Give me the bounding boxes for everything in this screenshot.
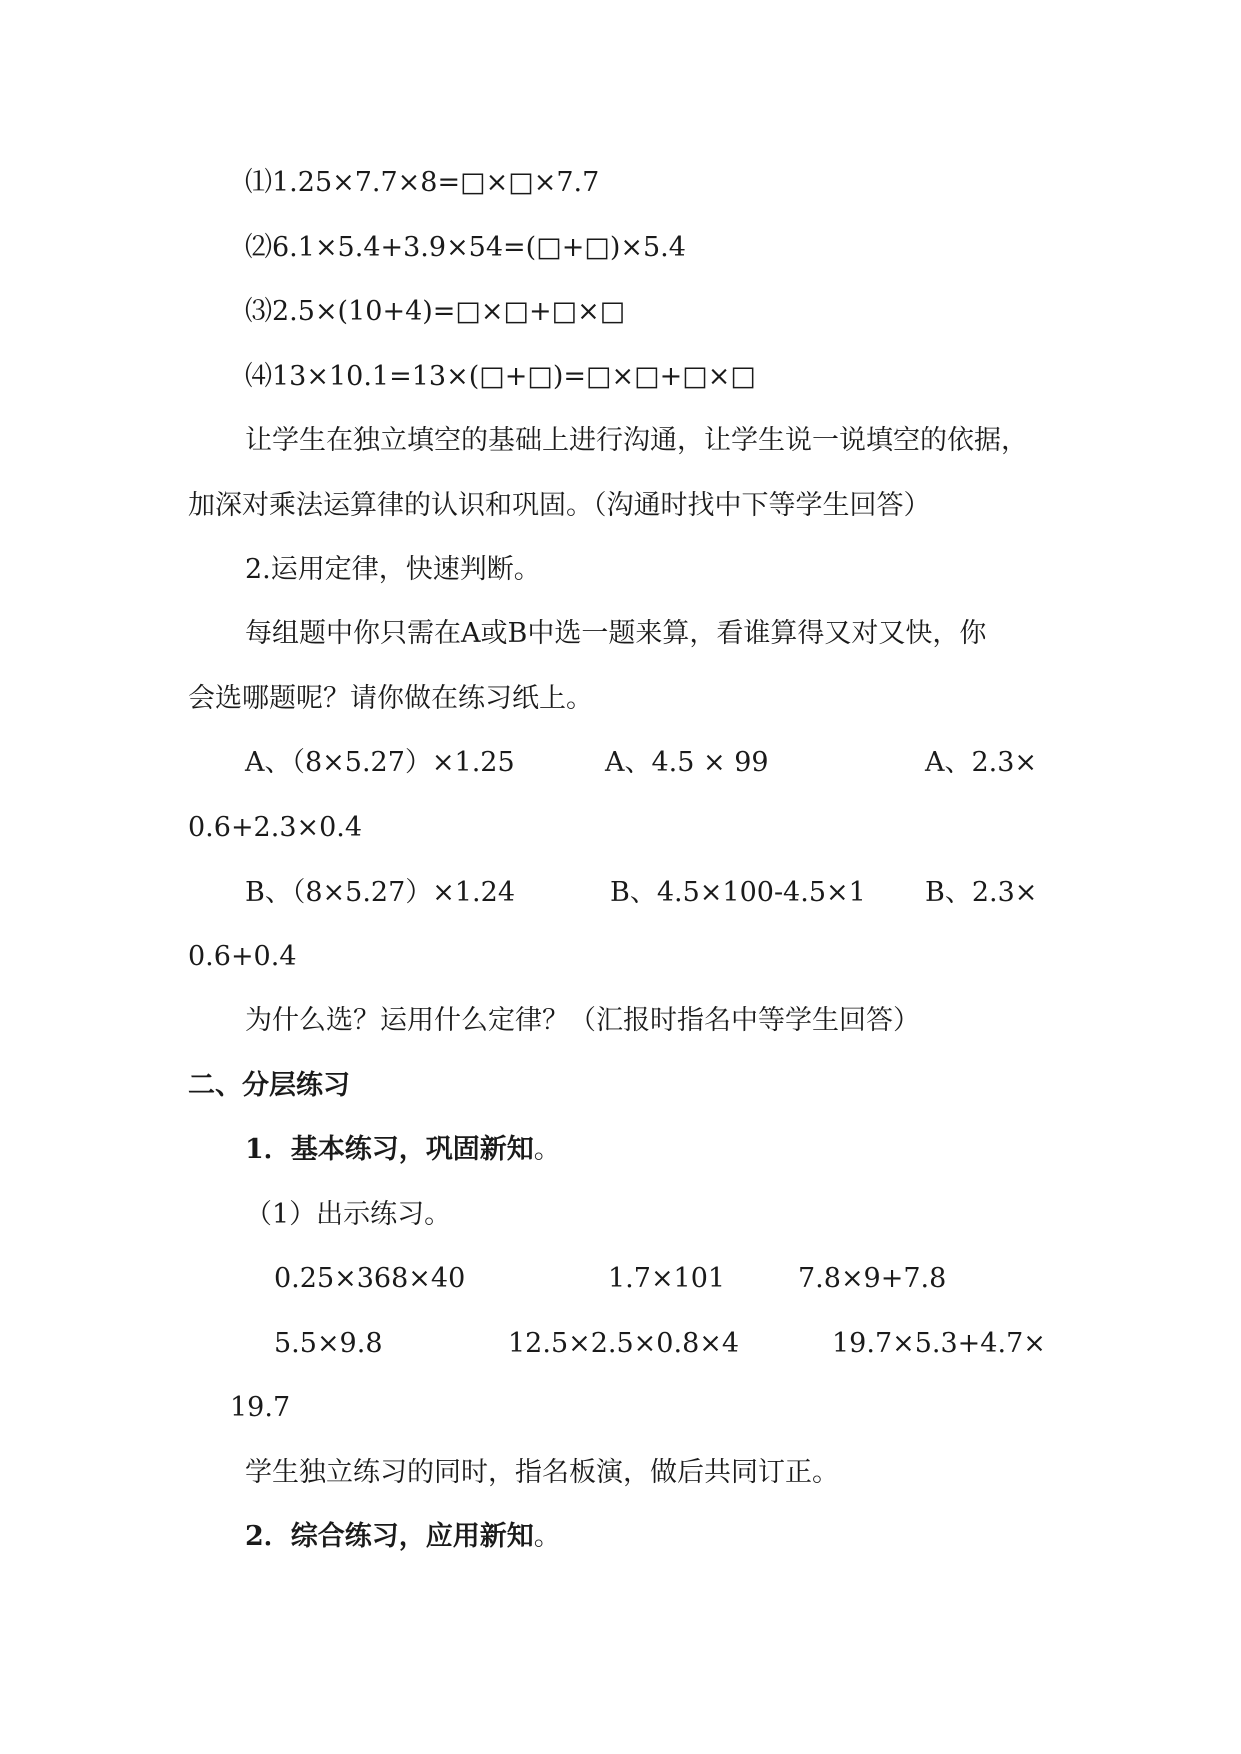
subsection-2-punct: 。: [533, 1521, 561, 1552]
option-a-3-continued: 0.6+2.3×0.4: [188, 812, 363, 843]
paragraph-2-line-1: 每组题中你只需在A或B中选一题来算，看谁算得又对又快，你: [245, 618, 987, 649]
exercise-4: 5.5×9.8: [274, 1328, 383, 1359]
equation-1: ⑴1.25×7.7×8=□×□×7.7: [245, 167, 600, 198]
subsection-2-heading: [245, 1517, 561, 1557]
subsection-2-title: 2．综合练习，应用新知: [245, 1521, 534, 1552]
board-practice-note: 学生独立练习的同时，指名板演，做后共同订正。: [245, 1457, 839, 1488]
option-a-3: A、2.3×: [925, 747, 1038, 778]
section-heading: 二、分层练习: [188, 1070, 350, 1101]
paragraph-1-line-1: 让学生在独立填空的基础上进行沟通，让学生说一说填空的依据，: [245, 425, 1028, 456]
equation-2: ⑵6.1×5.4+3.9×54=(□+□)×5.4: [245, 232, 686, 263]
exercise-6: 19.7×5.3+4.7×: [832, 1328, 1046, 1359]
paragraph-1-line-2: 加深对乘法运算律的认识和巩固。（沟通时找中下等学生回答）: [188, 490, 931, 521]
item-2-heading: 2.运用定律，快速判断。: [245, 554, 541, 585]
equation-4: ⑷13×10.1=13×(□+□)=□×□+□×□: [245, 361, 756, 392]
subsection-1-title: 1．基本练习，巩固新知: [245, 1134, 534, 1165]
exercise-intro: （1）出示练习。: [245, 1199, 452, 1230]
option-b-3: B、2.3×: [925, 877, 1038, 908]
exercise-5: 12.5×2.5×0.8×4: [508, 1328, 740, 1359]
exercise-2: 1.7×101: [608, 1263, 726, 1294]
equation-3: ⑶2.5×(10+4)=□×□+□×□: [245, 296, 626, 327]
question-line: 为什么选？运用什么定律？（汇报时指名中等学生回答）: [245, 1005, 920, 1036]
option-b-2: B、4.5×100-4.5×1: [610, 877, 866, 908]
subsection-1-punct: 。: [533, 1134, 561, 1165]
option-a-1: A、（8×5.27）×1.25: [245, 747, 515, 778]
option-b-1: B、（8×5.27）×1.24: [245, 877, 515, 908]
exercise-6-continued: 19.7: [230, 1392, 291, 1423]
paragraph-2-line-2: 会选哪题呢？请你做在练习纸上。: [188, 683, 593, 714]
subsection-1-heading: [245, 1130, 561, 1170]
exercise-1: 0.25×368×40: [274, 1263, 466, 1294]
option-b-3-continued: 0.6+0.4: [188, 941, 297, 972]
exercise-3: 7.8×9+7.8: [798, 1263, 947, 1294]
option-a-2: A、4.5 × 99: [605, 747, 769, 778]
